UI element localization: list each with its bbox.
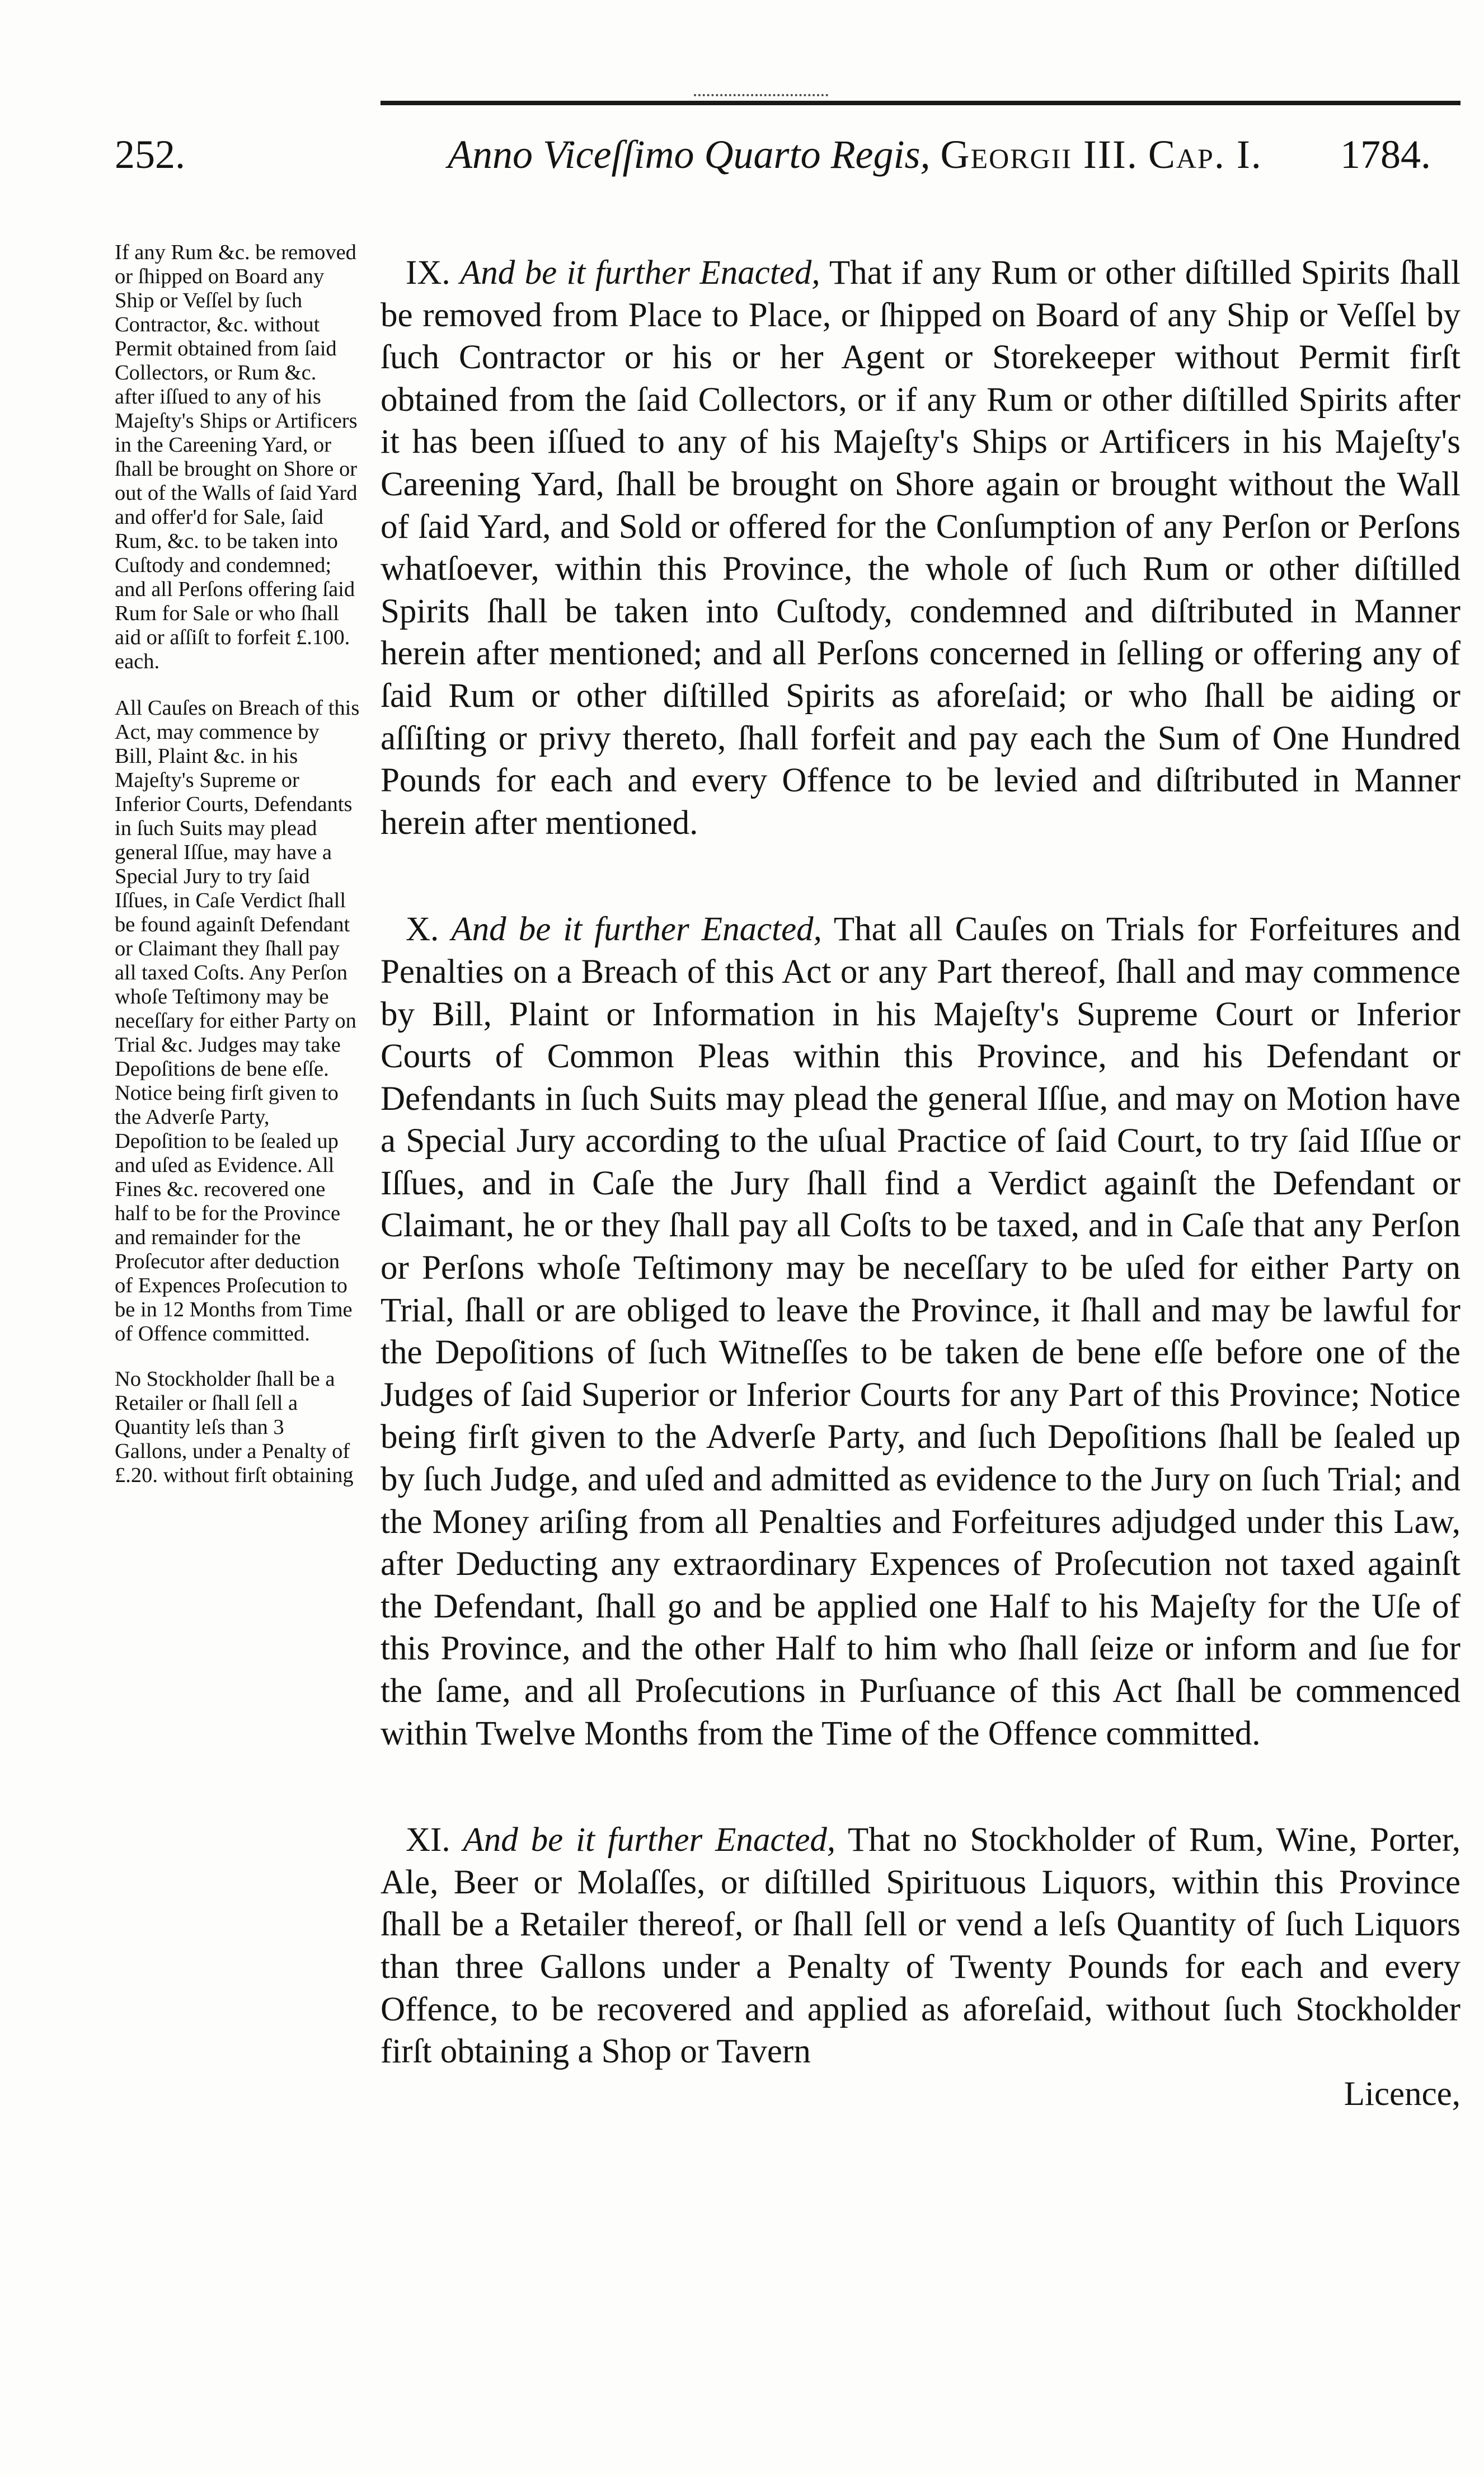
title-king: Georgii III. [940, 132, 1138, 177]
margin-note-x: All Cauſes on Breach of this Act, may commence by Bill, Plaint &c. in his Majeſty's Supreme or Inferior Courts, Defendants in ſuch Suits may plead general Iſſue, may have a Special Jury to try ſaid Iſſues, in Caſe Verdict ſhall be found againſt Defendant or Claimant they ſhall pay all taxed Coſts. Any Perſon whoſe Teſtimony may be neceſſary for either Party on Trial &c. Judges may take Depoſitions de bene eſſe. Notice being firſt given to the Adverſe Party, Depoſition to be ſealed up and uſed as Evidence. All Fines &c. recovered one half to be for the Province and remainder for the Proſecutor after deduction of Expences Proſecution to be in 12 Months from Time of Offence committed. [115, 696, 360, 1345]
margin-notes [115, 241, 361, 1510]
section-x [381, 908, 1460, 1755]
header-rule [381, 101, 1460, 105]
running-header [0, 132, 1484, 193]
section-number: IX. [406, 254, 450, 292]
enacting-clause: And be it further Enacted, [451, 911, 822, 949]
section-text: That all Cauſes on Trials for Forfeitures and Penalties on a Breach of this Act or any Part thereof, ſhall and may commence by Bill, Plaint or Information in his Majeſty's Supreme Court or Inferior Courts of Common Pleas within this Province, and his Defendant or Defendants in ſuch Suits may plead the general Iſſue, and may on Motion have a Special Jury according to the uſual Practice of ſaid Court, to try ſaid Iſſue or Iſſues, and in Caſe the Jury ſhall find a Verdict againſt the Defendant or Claimant, he or they ſhall pay all Coſts to be taxed, and in Caſe that any Perſon or Perſons whoſe Teſtimony may be neceſſary to be uſed for either Party on Trial, ſhall or are obliged to leave the Province, it ſhall and may be lawful for the Depoſitions of ſuch Witneſſes to be taken de bene eſſe before one of the Judges of ſaid Superior or Inferior Courts for any Part of this Province; Notice being firſt given to the Adverſe Party, and ſuch Depoſitions ſhall be ſealed up by ſuch Judge, and uſed and admitted as evidence to the Jury on ſuch Trial; and the Money ariſing from all Penalties and Forfeitures adjudged under this Law, after Deducting any extraordinary Expences of Proſecution not taxed againſt the Defendant, ſhall go and be applied one Half to his Majeſty for the Uſe of this Province, and the other Half to him who ſhall ſeize or inform and ſue for the ſame, and all Proſecutions in Purſuance of this Act ſhall be commenced within Twelve Months from the Time of the Offence committed. [381, 911, 1460, 1752]
running-title [448, 132, 1262, 178]
title-chapter: Cap. I. [1148, 132, 1262, 177]
enacting-clause: And be it further Enacted, [463, 1821, 836, 1859]
section-number: XI. [406, 1821, 450, 1859]
rule-ornament [694, 94, 828, 99]
body-text [381, 252, 1460, 2115]
header-year: 1784. [1340, 132, 1431, 177]
section-ix [381, 252, 1460, 844]
title-regnal-year: Anno Viceſſimo Quarto Regis, [448, 132, 931, 177]
catchword: Licence, [1344, 2075, 1460, 2113]
margin-note-xi: No Stockholder ſhall be a Retailer or ſhall ſell a Quantity leſs than 3 Gallons, under a Penalty of £.20. without firſt obtaining [115, 1367, 354, 1487]
section-xi [381, 1819, 1460, 2073]
section-text: That no Stockholder of Rum, Wine, Porter, Ale, Beer or Molaſſes, or diſtilled Spirituous Liquors, within this Province ſhall be a Retailer thereof, or ſhall ſell or vend a leſs Quantity of ſuch Liquors than three Gallons under a Penalty of Twenty Pounds for each and every Offence, to be recovered and applied as aforeſaid, without ſuch Stockholder firſt obtaining a Shop or Tavern [381, 1821, 1460, 2071]
margin-note-ix: If any Rum &c. be removed or ſhipped on Board any Ship or Veſſel by ſuch Contractor, &c. without Permit obtained from ſaid Collectors, or Rum &c. after iſſued to any of his Majeſty's Ships or Artificers in the Careening Yard, or ſhall be brought on Shore or out of the Walls of ſaid Yard and offer'd for Sale, ſaid Rum, &c. to be taken into Cuſtody and condemned; and all Perſons offering ſaid Rum for Sale or who ſhall aid or aſſiſt to forfeit £.100. each. [115, 241, 358, 673]
section-text: That if any Rum or other diſtilled Spirits ſhall be removed from Place to Place, or ſhipped on Board of any Ship or Veſſel by ſuch Contractor or his or her Agent or Storekeeper without Permit firſt obtained from the ſaid Collectors, or if any Rum or other diſtilled Spirits after it has been iſſued to any of his Majeſty's Ships or Artificers in his Majeſty's Careening Yard, ſhall be brought on Shore again or brought without the Wall of ſaid Yard, and Sold or offered for the Conſumption of any Perſon or Perſons whatſoever, within this Province, the whole of ſuch Rum or other diſtilled Spirits ſhall be taken into Cuſtody, condemned and diſtributed in Manner herein after mentioned; and all Perſons concerned in ſelling or offering any of ſaid Rum or other diſtilled Spirits as aforeſaid; or who ſhall be aiding or aſſiſting or privy thereto, ſhall forfeit and pay each the Sum of One Hundred Pounds for each and every Offence to be levied and diſtributed in Manner herein after mentioned. [381, 254, 1461, 842]
page-number: 252. [115, 132, 185, 177]
enacting-clause: And be it further Enacted, [459, 254, 820, 292]
section-number: X. [406, 911, 439, 949]
